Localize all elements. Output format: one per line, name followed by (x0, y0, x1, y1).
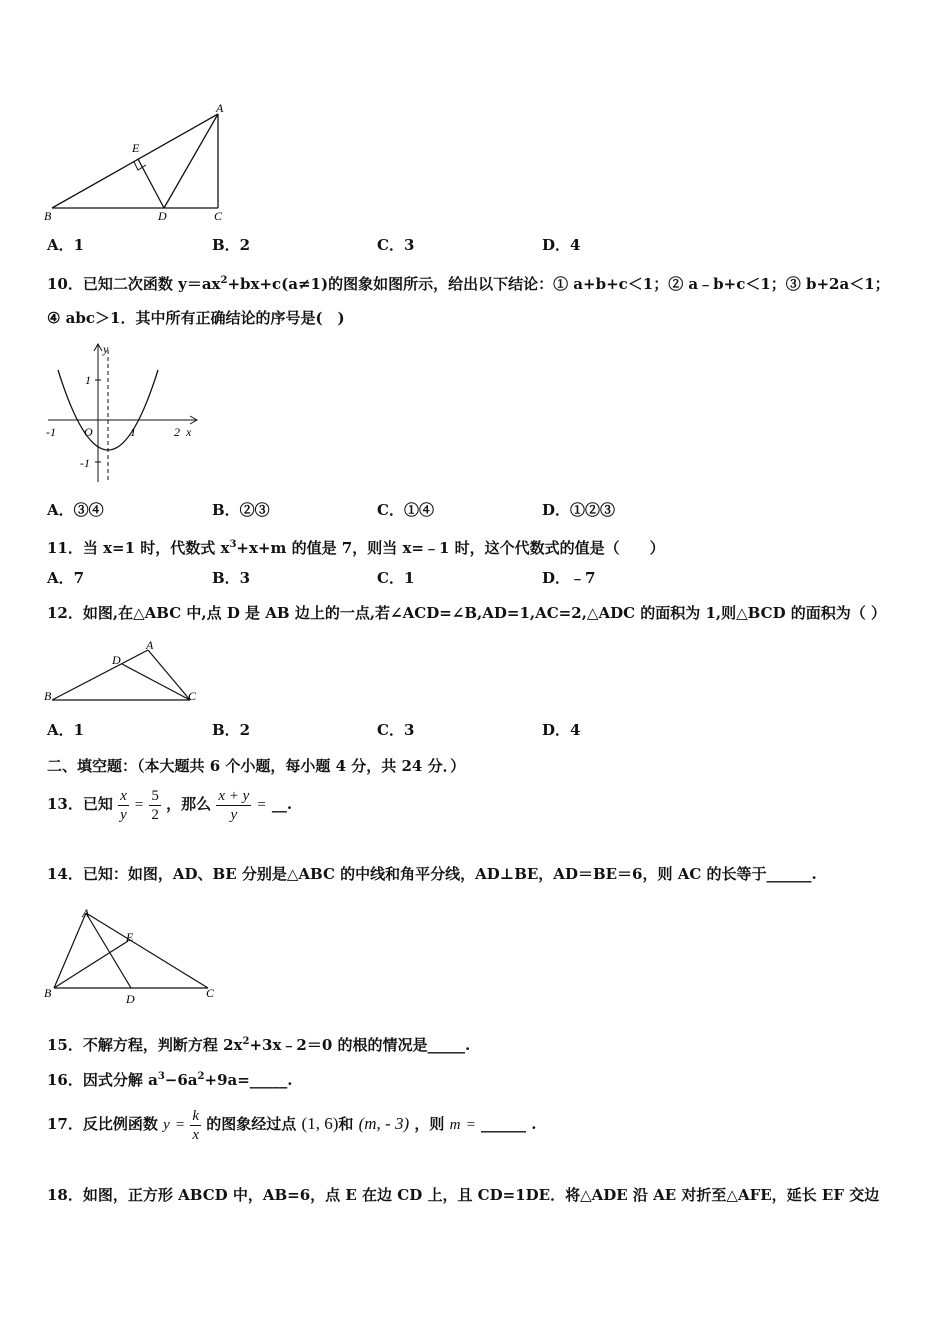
q11-option-c: C．1 (377, 569, 415, 587)
label-a: A (216, 101, 224, 115)
q10-stem-line1: 10．已知二次函数 $y=ax^2+bx+c(a\ne 1)$的图象如图所示，给出以下结论：① a+b+c＜1；② a﹣b+c＜1；③ b+2a＜1； (47, 275, 890, 293)
q10-stem-line2: ④ abc＞1．其中所有正确结论的序号是( ) (47, 309, 345, 327)
q12-option-b: B．2 (212, 721, 251, 739)
fraction-5-over-2: $\frac{5}{2}$ (151, 787, 159, 823)
fraction-x-over-y: $\frac{x}{y}$ (120, 787, 127, 823)
q11-option-b: B．3 (212, 569, 251, 587)
q12-option-d: D．4 (542, 721, 581, 739)
q9-option-a: A．1 (47, 236, 85, 254)
q16-stem: 16．因式分解 $a^3-6a^2+9a=\_\_\_\_\_$. (47, 1071, 293, 1089)
graph-y-label: y (103, 342, 109, 356)
q18-stem: 18．如图，正方形 ABCD 中，AB=6，点 E 在边 CD 上，且 CD=1DE．将△ADE 沿 AE 对折至△AFE，延长 EF 交边 (47, 1186, 880, 1204)
label-c: C (206, 986, 215, 1000)
q14-figure (40, 905, 225, 1005)
q13-stem: 13．已知 $\frac{x}{y}$ = $\frac{5}{2}$ ，那么 $\frac{x + y}{y}$ = __. (47, 787, 293, 823)
q12-stem: 12．如图,在△ABC 中,点 D 是 AB 边上的一点,若∠ACD=∠B,AD=1,AC=2,△ADC 的面积为 1,则△BCD 的面积为（ ） (47, 604, 887, 622)
label-d: D (126, 992, 135, 1005)
label-e: E (126, 930, 134, 944)
q9-option-c: C．3 (377, 236, 415, 254)
q15-stem: 15．不解方程，判断方程 $2x^2+3x﹣2=0$ 的根的情况是_____. (47, 1036, 471, 1054)
q10-option-c: C．①④ (377, 501, 434, 519)
graph-one-label: 1 (85, 373, 91, 387)
q10-option-b: B．②③ (212, 501, 270, 519)
q10-option-a: A．③④ (47, 501, 104, 519)
label-a: A (146, 638, 154, 652)
q9-option-b: B．2 (212, 236, 251, 254)
fraction-k-over-x: $\frac{k}{x}$ (192, 1107, 200, 1143)
q9-figure (40, 98, 240, 226)
label-d: D (112, 653, 121, 667)
graph-x-label: x (186, 425, 192, 439)
fraction-x-plus-y-over-y: $\frac{x + y}{y}$ (218, 787, 250, 823)
section-2-heading: 二、填空题：（本大题共 6 个小题，每小题 4 分，共 24 分．） (47, 757, 466, 775)
q11-stem: 11．当 x=1 时，代数式 $x^3+x+m$ 的值是 7，则当 x=﹣1 时，这个代数式的值是（ ） (47, 539, 665, 557)
q12-figure (40, 638, 210, 710)
graph-neg-one-x-label: -1 (46, 425, 56, 439)
graph-two-label: 2 (174, 425, 180, 439)
label-b: B (44, 209, 52, 223)
graph-neg-one-label: -1 (80, 456, 90, 470)
label-b: B (44, 986, 52, 1000)
label-e: E (132, 141, 140, 155)
label-c: C (214, 209, 223, 223)
graph-origin-label: O (84, 425, 93, 439)
q11-option-d: D．﹣7 (542, 569, 596, 587)
label-d: D (158, 209, 167, 223)
label-c: C (188, 689, 197, 703)
label-b: B (44, 689, 52, 703)
q12-option-c: C．3 (377, 721, 415, 739)
q12-option-a: A．1 (47, 721, 85, 739)
q10-option-d: D．①②③ (542, 501, 616, 519)
q11-option-a: A．7 (47, 569, 85, 587)
label-a: A (82, 906, 90, 920)
q10-parabola-graph (40, 340, 210, 490)
graph-one-x-label: 1 (130, 425, 136, 439)
q17-stem: 17．反比例函数 y = $\frac{k}{x}$ 的图象经过点 (1, 6)和 (m, - 3) ，则 m = ______ . (47, 1107, 537, 1143)
q14-stem: 14．已知：如图，AD、BE 分别是△ABC 的中线和角平分线，AD⊥BE，AD＝BE＝6，则 AC 的长等于______. (47, 865, 817, 883)
q9-option-d: D．4 (542, 236, 581, 254)
